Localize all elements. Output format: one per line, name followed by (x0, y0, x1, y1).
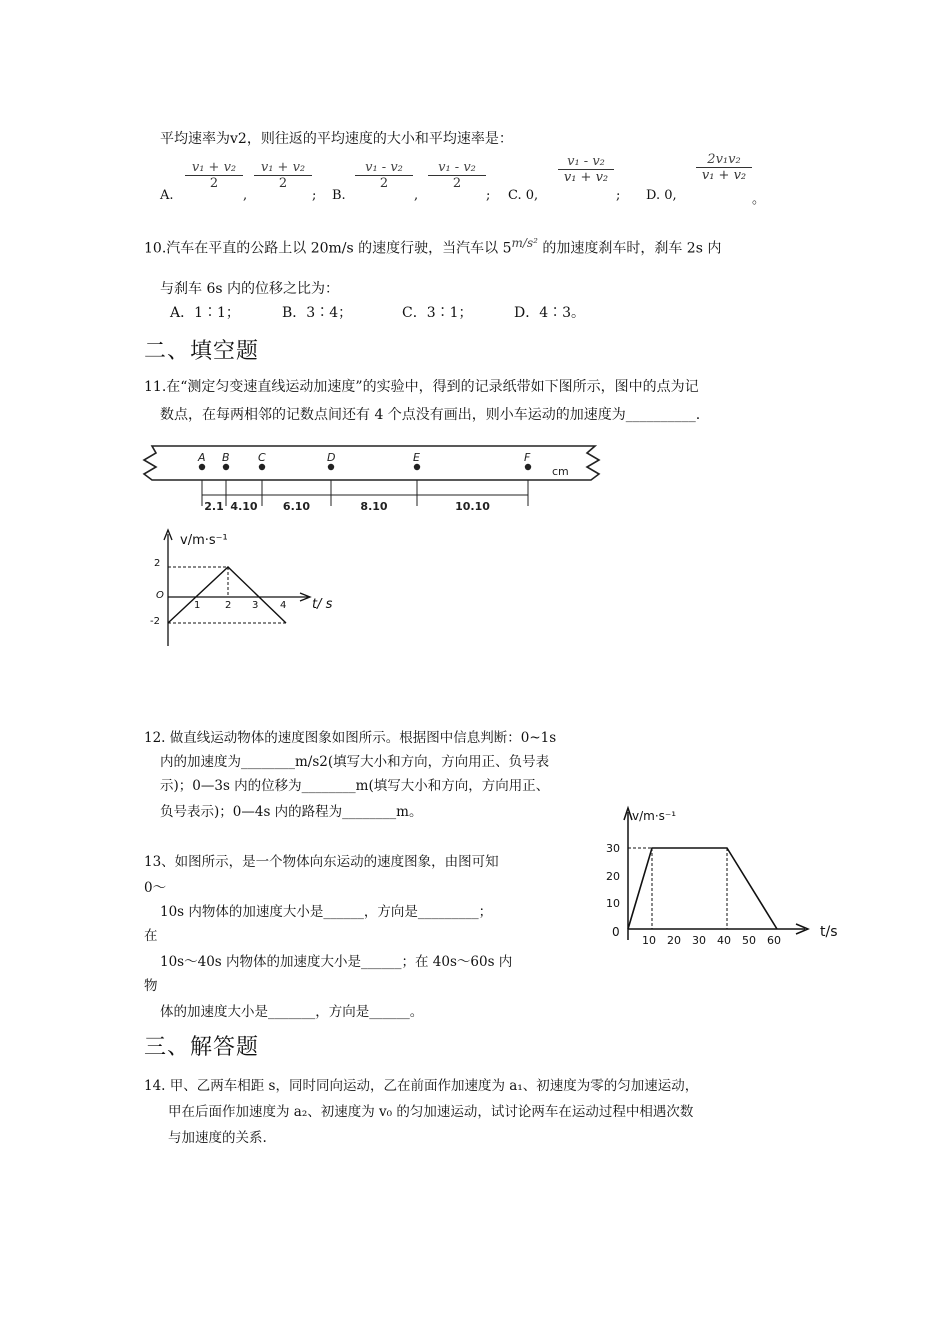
q14-line2: 甲在后面作加速度为 a₂、初速度为 v₀ 的匀加速运动，试讨论两车在运动过程中相遇次数 (168, 1104, 694, 1120)
q10-option-d: D．4∶3。 (514, 305, 586, 321)
q9-a-frac2: $\frac{\text{v₁ + v₂}}{2}$ (254, 160, 312, 191)
q13-line3: 10s 内物体的加速度大小是______，方向是_________； (160, 904, 493, 920)
q9-b-frac2: $\frac{\text{v₁ - v₂}}{2}$ (428, 160, 486, 191)
tape-point-label: A (198, 451, 206, 464)
tape-point-label: C (258, 451, 266, 464)
q12-velocity-graph (140, 526, 340, 656)
q13-xtick: 50 (742, 934, 756, 947)
q13-line2: 0～ (144, 880, 167, 896)
q9-option-c: C. 0, (508, 188, 539, 203)
q13-ytick: 0 (612, 925, 620, 939)
tape-point-label: F (524, 451, 531, 464)
q12-xtick: 1 (194, 600, 201, 611)
q13-xlabel: t/s (820, 924, 838, 940)
q9-d-frac: $\frac{\text{2v₁v₂}}{\text{v₁ + v₂}}$ (696, 152, 752, 183)
q12-origin: O (156, 590, 164, 601)
q10-option-c: C．3∶1； (402, 305, 473, 321)
q9-line: 平均速率为v2，则往返的平均速度的大小和平均速率是： (160, 131, 513, 147)
q13-line7: 体的加速度大小是_______，方向是______。 (160, 1004, 424, 1020)
tape-segment-length: 10.10 (455, 500, 490, 513)
tape-point (525, 464, 531, 470)
q14-line1: 14. 甲、乙两车相距 s，同时同向运动，乙在前面作加速度为 a₁、初速度为零的匀加速运动， (144, 1078, 699, 1094)
q13-ytick: 20 (606, 870, 620, 883)
tape-point (199, 464, 205, 470)
q9-option-a: A. (160, 188, 174, 203)
q13-xtick: 20 (667, 934, 681, 947)
tape-point (414, 464, 420, 470)
q9-a-frac1: $\frac{\text{v₁ + v₂}}{2}$ (185, 160, 243, 191)
q10-line2: 与刹车 6s 内的位移之比为： (160, 281, 339, 297)
q9-sep: ; (312, 188, 317, 203)
q13-xtick: 40 (717, 934, 731, 947)
q12-xtick: 2 (225, 600, 232, 611)
tape-point (328, 464, 334, 470)
q11-line1: 11.在“测定匀变速直线运动加速度”的实验中，得到的记录纸带如下图所示，图中的点为记 (144, 379, 699, 395)
q9-end: 。 (752, 192, 766, 207)
q12-ytick: 2 (154, 558, 161, 569)
q9-sep: , (243, 188, 248, 203)
q13-velocity-graph (600, 800, 860, 960)
q9-c-frac: $\frac{\text{v₁ - v₂}}{\text{v₁ + v₂}}$ (558, 154, 614, 185)
q9-sep: , (414, 188, 419, 203)
q13-xtick: 30 (692, 934, 706, 947)
q10-option-b: B．3∶4； (282, 305, 353, 321)
tape-point (223, 464, 229, 470)
q9-option-b: B. (332, 188, 346, 203)
q12-xtick: 3 (252, 600, 259, 611)
q11-line2: 数点，在每两相邻的记数点间还有 4 个点没有画出，则小车运动的加速度为__________. (160, 407, 701, 423)
q12-line2: 内的加速度为________m/s2(填写大小和方向，方向用正、负号表 (160, 754, 550, 770)
q13-xtick: 10 (642, 934, 656, 947)
q12-line3: 示)；0—3s 内的位移为________m(填写大小和方向，方向用正、 (160, 778, 550, 794)
q14-line3: 与加速度的关系. (168, 1130, 267, 1146)
tape-unit: cm (552, 465, 569, 478)
q10-option-a: A．1∶1； (170, 305, 240, 321)
tape-segment-length: 6.10 (282, 500, 311, 513)
tape-segment-length: 2.1 (204, 500, 224, 513)
q13-line5: 10s～40s 内物体的加速度大小是______；在 40s～60s 内 (160, 954, 513, 970)
tape-point-label: B (222, 451, 230, 464)
q9-sep: ; (616, 188, 621, 203)
q13-line1: 13、如图所示，是一个物体向东运动的速度图象，由图可知 (144, 854, 499, 870)
q9-option-d: D. 0, (646, 188, 677, 203)
q13-ylabel: v/m·s⁻¹ (632, 809, 677, 823)
q12-ylabel: v/m·s⁻¹ (180, 533, 228, 548)
tape-point (259, 464, 265, 470)
tape-segment-length: 4.10 (230, 500, 258, 513)
q13-ytick: 10 (606, 897, 620, 910)
q12-line4: 负号表示)；0—4s 内的路程为________m。 (160, 804, 423, 820)
ticker-tape-diagram (140, 440, 610, 520)
q12-xlabel: t/ s (312, 597, 333, 612)
q13-xtick: 60 (767, 934, 781, 947)
q10-line1: 10.汽车在平直的公路上以 20m/s 的速度行驶，当汽车以 $5^{m/s^2}$ 的加速度刹车时，刹车 2s 内 (144, 236, 722, 257)
q9-b-frac1: $\frac{\text{v₁ - v₂}}{2}$ (355, 160, 413, 191)
q13-ytick: 30 (606, 842, 620, 855)
tape-point-label: D (327, 451, 336, 464)
q13-line6: 物 (144, 978, 158, 994)
q13-line4: 在 (144, 928, 158, 944)
q12-line1: 12. 做直线运动物体的速度图象如图所示。根据图中信息判断：0~1s (144, 730, 557, 746)
q12-xtick: 4 (280, 600, 287, 611)
q12-ytick: -2 (150, 616, 160, 627)
q9-sep: ; (486, 188, 491, 203)
section-title-fill-in: 二、填空题 (144, 339, 260, 364)
tape-point-label: E (413, 451, 420, 464)
section-title-solve: 三、解答题 (144, 1035, 260, 1060)
q10-unit: m/s² (511, 236, 538, 250)
tape-segment-length: 8.10 (360, 500, 388, 513)
